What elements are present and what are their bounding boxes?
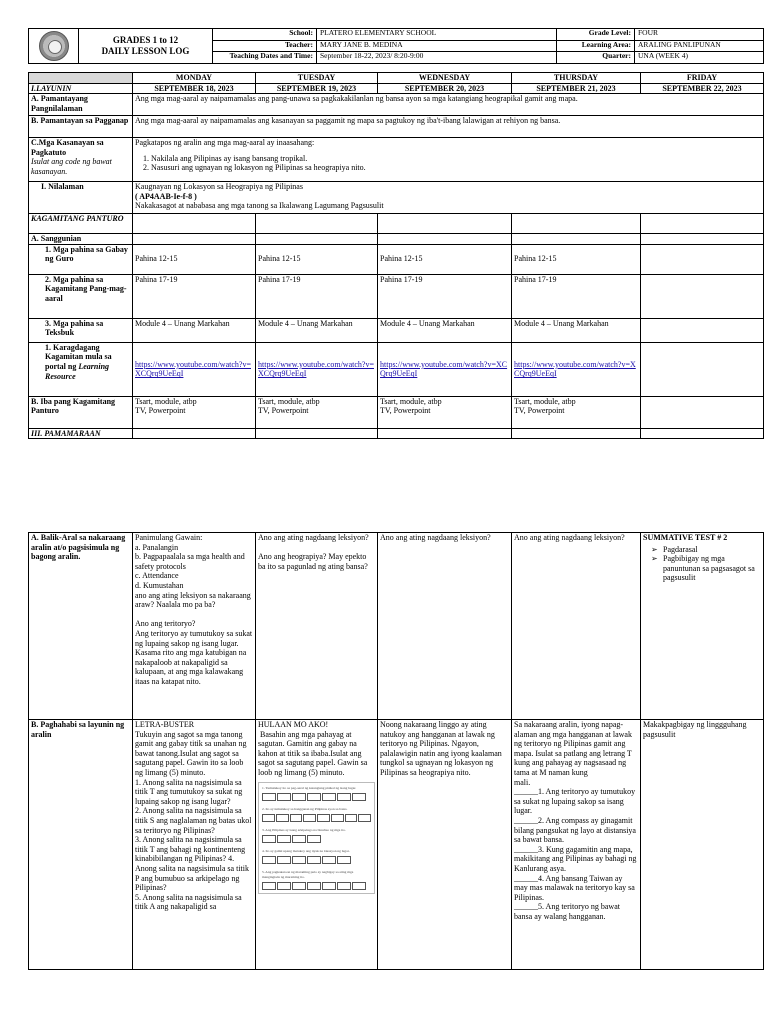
youtube-link-wed[interactable]: https://www.youtube.com/watch?v=XCQrq9UeEqI [378,342,512,396]
seal-icon [39,31,69,61]
day-friday: FRIDAY [641,73,764,84]
corner-cell [29,73,133,84]
paghahabi-wed: Noong nakaraang linggo ay ating natukoy ang hangganan at lawak ng teritoryo ng Pilipinas. Ngayon, palalawigin natin ang iyong kaalaman tungkol sa ugnayan ng lokasyon ng Pilipinas sa heograpiya nito. [378,720,512,970]
pamaraan-heading: III. PAMAMARAAN [29,428,133,439]
iba-tue [256,396,378,428]
youtube-link-tue[interactable]: https://www.youtube.com/watch?v=XCQrq9UeEqI [256,342,378,396]
worksheet-line: 4. Ito ay gamit upang matukoy ang tiyak na lokasyon ng lugar. [262,848,350,853]
balik-wed: Ano ang ating nagdaang leksiyon? [378,533,512,720]
summative-item: ➢ Pagbibigay ng mga panuntunan sa pagsasagot sa pagsusulit [651,554,761,583]
kasanayan-cell [29,138,133,182]
pangmag-tue: Pahina 17-19 [256,274,378,318]
pangmag-mon: Pahina 17-19 [133,274,256,318]
kasanayan-item: 2. Nasusuri ang ugnayan ng lokasyon ng Pilipinas sa heograpiya nito. [151,163,761,173]
paghahabi-tue-text: HULAAN MO AKO! Basahin ang mga pahayag at sagutan. Gamitin ang gabay na kahon at titik sa ibaba.Isulat ang sagot sa sagutang papel. Gawin sa loob ng limang (5) minuto. [258,720,368,777]
paghahabi-tue [256,720,378,970]
worksheet-line: 1. Tumutukoy ito sa pag-aaral ng katangiang pisikal ng isang lugar. [262,785,357,790]
dates-label: Teaching Dates and Time: [213,52,317,64]
quarter-label: Quarter: [557,52,635,64]
youtube-link-thu[interactable]: https://www.youtube.com/watch?v=XCQrq9UeEqI [512,342,641,396]
pamantayang-label: A. Pamantayang Pangnilalaman [29,94,133,116]
gabay-tue: Pahina 12-15 [256,244,378,274]
quarter-value: UNA (WEEK 4) [635,52,764,64]
nilalaman-desc: Nakakasagot at nababasa ang mga tanong sa Ikalawang Lagumang Pagsusulit [135,201,384,211]
pamantayang-text: Ang mga mag-aaral ay naipamamalas ang pang-unawa sa pagkakakilanlan ng bansa ayon sa mga katangiang heograpikal gamit ang mapa. [133,94,764,116]
teksbuk-label: 3. Mga pahina sa Teksbuk [29,318,133,342]
summative-item: ➢ Pagdarasal [651,545,761,555]
layunin-heading: I.LAYUNIN [29,83,133,94]
balik-aral-label: A. Balik-Aral sa nakaraang aralin at/o pagsisimula ng bagong aralin. [29,533,133,720]
grade-label: Grade Level: [557,29,635,41]
iba-mon [133,396,256,428]
gabay-mon: Pahina 12-15 [133,244,256,274]
pagganap-label: B. Pamantayan sa Pagganap [29,116,133,138]
iba-line: TV, Powerpoint [514,406,565,416]
balik-thu: Ano ang ating nagdaang leksiyon? [512,533,641,720]
nilalaman-content [133,182,764,214]
iba-line: TV, Powerpoint [135,406,186,416]
iba-line: Tsart, module, atbp [380,396,442,406]
teacher-value: MARY JANE B. MEDINA [317,40,557,52]
worksheet-image [258,782,375,894]
iba-thu [512,396,641,428]
teksbuk-tue: Module 4 – Unang Markahan [256,318,378,342]
teksbuk-thu: Module 4 – Unang Markahan [512,318,641,342]
pangmag-label: 2. Mga pahina sa Kagamitang Pang-mag-aaral [29,274,133,318]
summative-title: SUMMATIVE TEST # 2 [643,533,728,542]
kasanayan-label: C.Mga Kasanayan sa Pagkatuto [31,138,104,157]
date-friday: SEPTEMBER 22, 2023 [641,83,764,94]
school-label: School: [213,29,317,41]
teksbuk-wed: Module 4 – Unang Markahan [378,318,512,342]
area-value: ARALING PANLIPUNAN [635,40,764,52]
gabay-wed: Pahina 12-15 [378,244,512,274]
kasanayan-item: 1. Nakilala ang Pilipinas ay isang bansang tropikal. [151,154,761,164]
title-grades: GRADES 1 to 12 [112,35,179,45]
karagdagang-label: 1. Karagdagang Kagamitan mula sa portal ng [45,342,112,371]
date-thursday: SEPTEMBER 21, 2023 [512,83,641,94]
gabay-thu: Pahina 12-15 [512,244,641,274]
grade-value: FOUR [635,29,764,41]
gabay-label: 1. Mga pahina sa Gabay ng Guro [29,244,133,274]
iba-wed [378,396,512,428]
date-wednesday: SEPTEMBER 20, 2023 [378,83,512,94]
lesson-table-bottom [28,532,764,970]
day-thursday: THURSDAY [512,73,641,84]
pangmag-thu: Pahina 17-19 [512,274,641,318]
pangmag-wed: Pahina 17-19 [378,274,512,318]
teksbuk-mon: Module 4 – Unang Markahan [133,318,256,342]
balik-tue: Ano ang ating nagdaang leksiyon? Ano ang heograpiya? May epekto ba ito sa pagunlad ng ating bansa? [256,533,378,720]
day-tuesday: TUESDAY [256,73,378,84]
worksheet-line: 3. Ang Pilipinas ay isang arkipelago na binubuo ng mga ito. [262,827,346,832]
teacher-label: Teacher: [213,40,317,52]
iba-label: B. Iba pang Kagamitang Panturo [29,396,133,428]
nilalaman-topic: Kaugnayan ng Lokasyon sa Heograpiya ng Pilipinas [135,182,303,192]
karagdagang-label-italic: Learning Resource [45,361,110,381]
paghahabi-fri: Makakpagbigay ng linggguhang pagsusulit [641,720,764,970]
paghahabi-mon: LETRA-BUSTER Tukuyin ang sagot sa mga tanong gamit ang gabay titik sa unahan ng bawat tanong.Isulat ang sagot sa sagutang papel. Gawin ito sa loob ng limang (5) minuto. 1. Anong salita na nagsisimula sa titik T ang tumutukoy sa sukat ng lupaing sakop ng isang lugar? 2. Anong salita na nagsisimula sa titik S ang naglalaman ng batas ukol sa teritoryo ng Pilipinas? 3. Anong salita na nagsisimula sa titik T ang bahagi ng kontinenteng kinabibilangan ng Pilipinas? 4. Anong salita na nagsisimula sa titik P ang bumubuo sa arkipelago ng Pilipinas? 5. Anong salita na nagsisimula sa titik A ang nakapaligid sa [133,720,256,970]
paghahabi-label: B. Paghahabi sa layunin ng aralin [29,720,133,970]
title-dll: DAILY LESSON LOG [101,46,190,56]
karagdagang-cell [29,342,133,396]
nilalaman-code: ( AP4AAB-Ie-f-8 ) [135,191,197,201]
sanggunian-label: A. Sanggunian [29,234,133,245]
day-monday: MONDAY [133,73,256,84]
nilalaman-label: I. Nilalaman [29,182,133,214]
pagganap-text: Ang mga mag-aaral ay naipamamalas ang kasanayan sa paggamit ng mapa sa pagtukoy ng iba't-ibang lalawigan at rehiyon ng bansa. [133,116,764,138]
header-table [28,28,764,64]
deped-logo [29,29,79,64]
worksheet-line: 5. Ang pagkakaroon ng maraming pulo ay nagbigay sa ating mga mangingisda ng maraming ito. [262,869,354,879]
kasanayan-note: Isulat ang code ng bawat kasanayan. [31,157,112,176]
kagamitang-heading: KAGAMITANG PANTURO [29,214,133,234]
log-title [79,29,213,64]
iba-line: TV, Powerpoint [258,406,309,416]
iba-line: Tsart, module, atbp [514,396,576,406]
dates-value: September 18-22, 2023/ 8:20-9:00 [317,52,557,64]
date-monday: SEPTEMBER 18, 2023 [133,83,256,94]
worksheet-line: 2. Ito ay tumutukoy sa hangganan ng Pilipinas ayon sa batas. [262,806,348,811]
iba-line: Tsart, module, atbp [135,396,197,406]
kasanayan-intro: Pagkatapos ng aralin ang mga mag-aaral ay inaasahang: [135,138,315,148]
balik-fri [641,533,764,720]
area-label: Learning Area: [557,40,635,52]
iba-line: Tsart, module, atbp [258,396,320,406]
paghahabi-thu: Sa nakaraang aralin, iyong napag-alaman ang mga hangganan at lawak ng teritoryo ng Pilipinas gamit ang mapa. Isulat sa patlang ang letrang T kung ang pahayag ay nagsasaad ng tama at M naman kung mali. ______1. Ang teritoryo ay tumutukoy sa sukat ng lupaing sakop sa isang lugar. ______2. Ang compass ay ginagamit bilang pangsukat ng layo at distansiya sa bawat bansa. ______3. Kung gagamitin ang mapa, makikitang ang Pilipinas ay bahagi ng Kanlurang asya. ______4. Ang bansang Taiwan ay may mas malawak na teritoryo kay sa Pilipinas. ______5. Ang teritoryo ng bawat bansa ay walang hangganan. [512,720,641,970]
day-wednesday: WEDNESDAY [378,73,512,84]
lesson-table-top [28,72,764,439]
date-tuesday: SEPTEMBER 19, 2023 [256,83,378,94]
balik-mon: Panimulang Gawain: a. Panalangin b. Pagpapaalala sa mga health and safety protocols c. Attendance d. Kumustahan ano ang ating leksiyon sa nakaraang araw? Naalala mo pa ba? Ano ang teritoryo? Ang teritoryo ay tumutukoy sa sukat ng lupaing sakop ng isang lugar. Kasama rito ang mga katubigan na nakapaloob at nakapaligid sa kalupaan, at ang mga kalawakang itaas na katapat nito. [133,533,256,720]
school-value: PLATERO ELEMENTARY SCHOOL [317,29,557,41]
youtube-link-mon[interactable]: https://www.youtube.com/watch?v=XCQrq9UeEqI [133,342,256,396]
iba-line: TV, Powerpoint [380,406,431,416]
kasanayan-content [133,138,764,182]
